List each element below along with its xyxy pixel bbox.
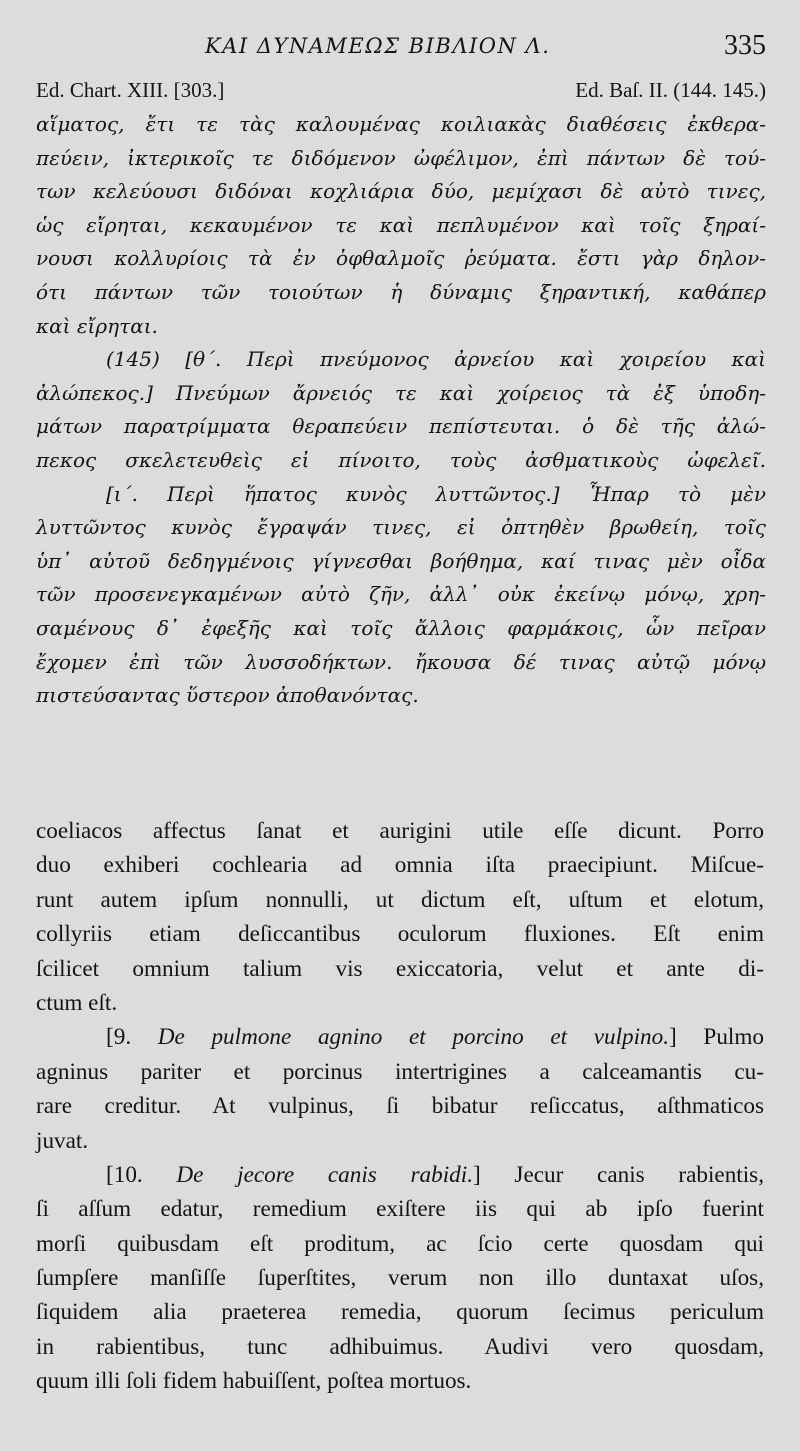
greek-line: των κελεύουσι διδόναι κοχλιάρια δύο, μεμίχασι δὲ αὐτὸ τινες,: [36, 179, 766, 204]
latin-line: ſcilicet omnium talium vis exiccatoria, velut et ante di-: [36, 955, 764, 982]
latin-line: rare creditur. At vulpinus, ſi bibatur reſiccatus, aſthmaticos: [36, 1093, 764, 1120]
greek-line: ἀλώπεκος.] Πνεύμων ἄρνειός τε καὶ χοίρειος τὰ ἐξ ὑποδη-: [36, 380, 766, 405]
greek-line: πιστεύσαντας ὕστερον ἀποθανόντας.: [36, 683, 419, 708]
latin-text: [36, 814, 764, 1399]
latin-line: morſi quibusdam eſt proditum, ac ſcio certe quosdam qui: [36, 1230, 764, 1257]
section-open: [10.: [106, 1161, 177, 1188]
edition-line: [36, 78, 766, 102]
latin-line: juvat.: [36, 1127, 89, 1154]
section-title: De jecore canis rabidi.: [176, 1161, 474, 1188]
latin-line: runt autem ipſum nonnulli, ut dictum eſt, uſtum et elotum,: [36, 886, 764, 913]
running-title: ΚΑΙ ΔΥΝΑΜΕΩΣ ΒΙΒΛΙΟΝ Λ.: [205, 34, 551, 58]
greek-line: ἔχομεν ἐπὶ τῶν λυσσοδήκτων. ἤκουσα δέ τινας αὐτῷ μόνῳ: [36, 649, 766, 674]
greek-line: νουσι κολλυρίοις τὰ ἐν ὀφθαλμοῖς ῥεύματα. ἔστι γὰρ δηλον-: [36, 246, 766, 271]
latin-line: duo exhiberi cochlearia ad omnia iſta praecipiunt. Miſcue-: [36, 852, 764, 879]
edition-chartier: Ed. Chart. XIII. [303.]: [36, 78, 225, 102]
section-rest: ] Jecur canis rabientis,: [473, 1161, 764, 1188]
latin-line: agninus pariter et porcinus intertrigines a calceamantis cu-: [36, 1058, 764, 1085]
greek-line: λυττῶντος κυνὸς ἔγραψάν τινες, εἰ ὀπτηθὲν βρωθείη, τοῖς: [36, 515, 766, 540]
greek-line: ότι πάντων τῶν τοιούτων ἡ δύναμις ξηραντική, καθάπερ: [36, 279, 766, 304]
running-head: [205, 30, 766, 64]
latin-line: collyriis etiam deſiccantibus oculorum fluxiones. Eſt enim: [36, 921, 764, 948]
latin-line: ſi aſſum edatur, remedium exiſtere iis qui ab ipſo fuerint: [36, 1196, 764, 1223]
latin-line: quum illi ſoli fidem habuiſſent, poſtea mortuos.: [36, 1368, 472, 1395]
greek-line: ὡς εἴρηται, κεκαυμένον τε καὶ πεπλυμένον καὶ τοῖς ξηραί-: [36, 212, 766, 237]
page-number: 335: [724, 30, 766, 61]
latin-line: coeliacos affectus ſanat et aurigini utile eſſe dicunt. Porro: [36, 818, 764, 844]
greek-line: σαμένους δ᾽ ἐφεξῆς καὶ τοῖς ἄλλοις φαρμάκοις, ὧν πεῖραν: [36, 615, 766, 640]
section-rest: ] Pulmo: [669, 1024, 764, 1051]
greek-line: [ι΄. Περὶ ἥπατος κυνὸς λυττῶντος.] Ἧπαρ τὸ μὲν: [106, 481, 766, 506]
greek-line: πεύειν, ἰκτερικοῖς τε διδόμενον ὠφέλιμον, ἐπὶ πάντων δὲ τού-: [36, 145, 766, 170]
edition-basel: Ed. Baſ. II. (144. 145.): [575, 78, 766, 102]
latin-line: ſumpſere manſiſſe ſuperſtites, verum non illo duntaxat uſos,: [36, 1265, 764, 1292]
latin-line: in rabientibus, tunc adhibuimus. Audivi vero quosdam,: [36, 1333, 764, 1360]
latin-line: ctum eſt.: [36, 989, 118, 1016]
section-title: De pulmone agnino et porcino et vulpino.: [157, 1024, 670, 1051]
greek-line: πεκος σκελετευθεὶς εἰ πίνοιτο, τοὺς ἀσθματικοὺς ὠφελεῖ.: [36, 447, 766, 472]
greek-line: (145) [θ΄. Περὶ πνεύμονος ἀρνείου καὶ χοιρείου καὶ: [106, 347, 766, 372]
section-open: [9.: [106, 1024, 158, 1051]
section-heading-10: [36, 1158, 764, 1192]
section-heading-9: [36, 1020, 764, 1054]
greek-line: μάτων παρατρίμματα θεραπεύειν πεπίστευται. ὁ δὲ τῆς ἀλώ-: [36, 414, 766, 439]
greek-text: [36, 108, 766, 713]
latin-line: ſiquidem alia praeterea remedia, quorum ſecimus periculum: [36, 1299, 764, 1326]
greek-line: αἵματος, ἔτι τε τὰς καλουμένας κοιλιακὰς διαθέσεις ἐκθερα-: [36, 112, 766, 136]
greek-line: τῶν προσενεγκαμένων αὐτὸ ζῆν, ἀλλ᾽ οὐκ ἐκείνῳ μόνῳ, χρη-: [36, 582, 766, 607]
greek-line: ὑπ᾽ αὐτοῦ δεδηγμένοις γίγνεσθαι βοήθημα, καί τινας μὲν οἶδα: [36, 548, 766, 573]
greek-line: καὶ εἴρηται.: [36, 313, 158, 338]
